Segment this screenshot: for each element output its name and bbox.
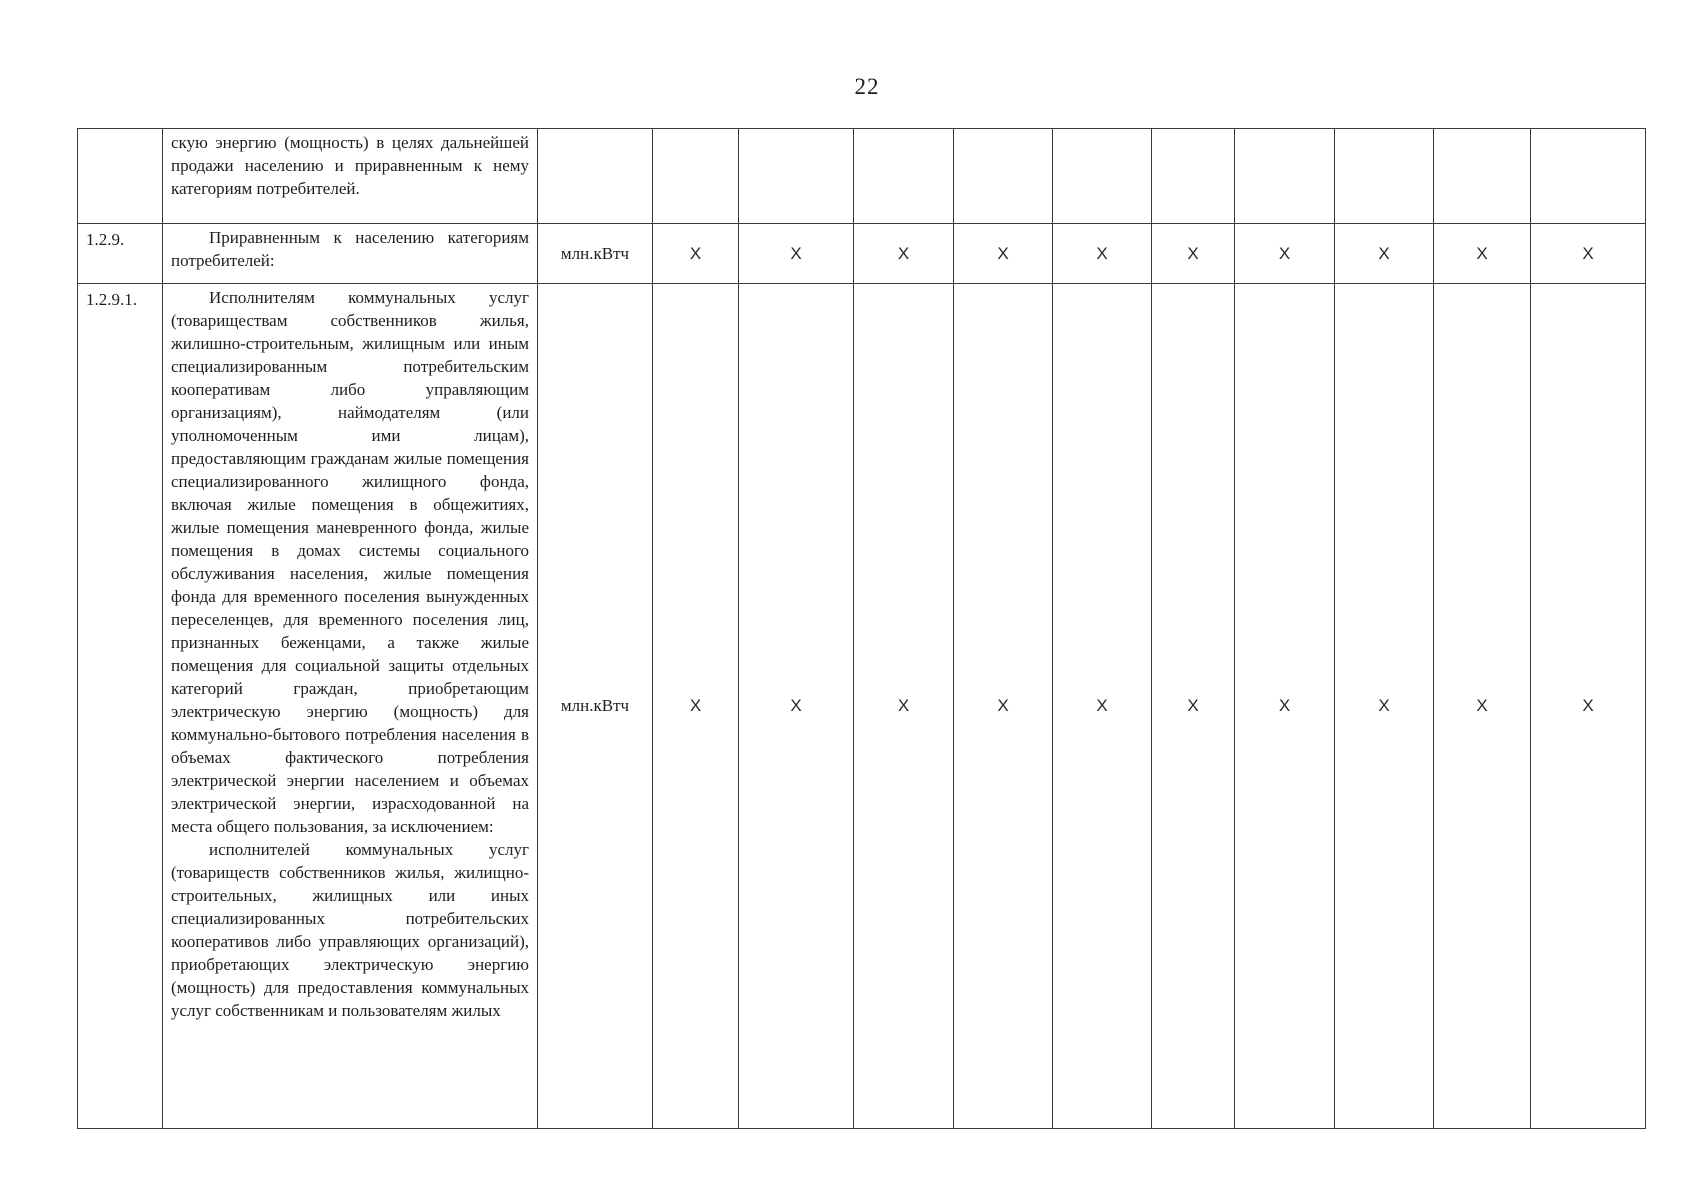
value-cell xyxy=(653,129,739,224)
row-code: 1.2.9.1. xyxy=(78,284,163,1129)
value-cell: X xyxy=(1235,284,1335,1129)
value-cell: X xyxy=(1235,224,1335,284)
row-unit: млн.кВтч xyxy=(538,284,653,1129)
value-cell: X xyxy=(1152,224,1235,284)
value-cell xyxy=(1531,129,1646,224)
row-unit xyxy=(538,129,653,224)
value-cell: X xyxy=(954,224,1053,284)
value-cell: X xyxy=(1434,284,1531,1129)
value-cell: X xyxy=(1531,284,1646,1129)
row-description xyxy=(163,224,538,284)
page-number: 22 xyxy=(854,74,880,99)
description-paragraph: исполнителей коммунальных услуг (товариществ собственников жилья, жилищно-строительных, жилищных или иных специализированных потребительских кооперативов либо управляющих организаций), приобретающих электрическую энергию (мощность) для предоставления коммунальных услуг собственникам и пользователям жилых xyxy=(171,840,529,1020)
description-paragraph: Приравненным к населению категориям потребителей: xyxy=(171,228,529,270)
value-cell: X xyxy=(1434,224,1531,284)
value-cell: X xyxy=(653,224,739,284)
description-paragraph: скую энергию (мощность) в целях дальнейшей продажи населению и приравненным к нему категориям потребителей. xyxy=(171,133,529,198)
table-row xyxy=(78,284,1646,1129)
row-code xyxy=(78,129,163,224)
value-cell: X xyxy=(739,284,854,1129)
value-cell: X xyxy=(1053,284,1152,1129)
row-code: 1.2.9. xyxy=(78,224,163,284)
description-paragraph: Исполнителям коммунальных услуг (товариществам собственников жилья, жилишно-строительным, жилищным или иным специализированным потребительским кооперативам либо управляющим организациям), наймодателям (или уполномоченным ими лицам), предоставляющим гражданам жилые помещения специализированного жилищного фонда, включая жилые помещения в общежитиях, жилые помещения маневренного фонда, жилые помещения в домах системы социального обслуживания населения, жилые помещения фонда для временного поселения вынужденных переселенцев, для временного поселения лиц, признанных беженцами, а также жилые помещения для социальной защиты отдельных категорий граждан, приобретающим электрическую энергию (мощность) для коммунально-бытового потребления населения в объемах фактического потребления электрической энергии населением и объемах электрической энергии, израсходованной на места общего пользования, за исключением: xyxy=(171,288,529,836)
value-cell: X xyxy=(1531,224,1646,284)
value-cell: X xyxy=(1335,224,1434,284)
value-cell xyxy=(1053,129,1152,224)
value-cell xyxy=(954,129,1053,224)
value-cell xyxy=(1434,129,1531,224)
value-cell: X xyxy=(954,284,1053,1129)
value-cell xyxy=(1335,129,1434,224)
value-cell xyxy=(1235,129,1335,224)
row-description xyxy=(163,284,538,1129)
value-cell: X xyxy=(1335,284,1434,1129)
value-cell xyxy=(1152,129,1235,224)
value-cell: X xyxy=(1152,284,1235,1129)
value-cell: X xyxy=(1053,224,1152,284)
value-cell: X xyxy=(653,284,739,1129)
row-unit: млн.кВтч xyxy=(538,224,653,284)
value-cell: X xyxy=(739,224,854,284)
row-description xyxy=(163,129,538,224)
value-cell: X xyxy=(854,284,954,1129)
value-cell xyxy=(739,129,854,224)
table-row xyxy=(78,224,1646,284)
table-row xyxy=(78,129,1646,224)
value-cell xyxy=(854,129,954,224)
data-table xyxy=(77,128,1646,1129)
value-cell: X xyxy=(854,224,954,284)
